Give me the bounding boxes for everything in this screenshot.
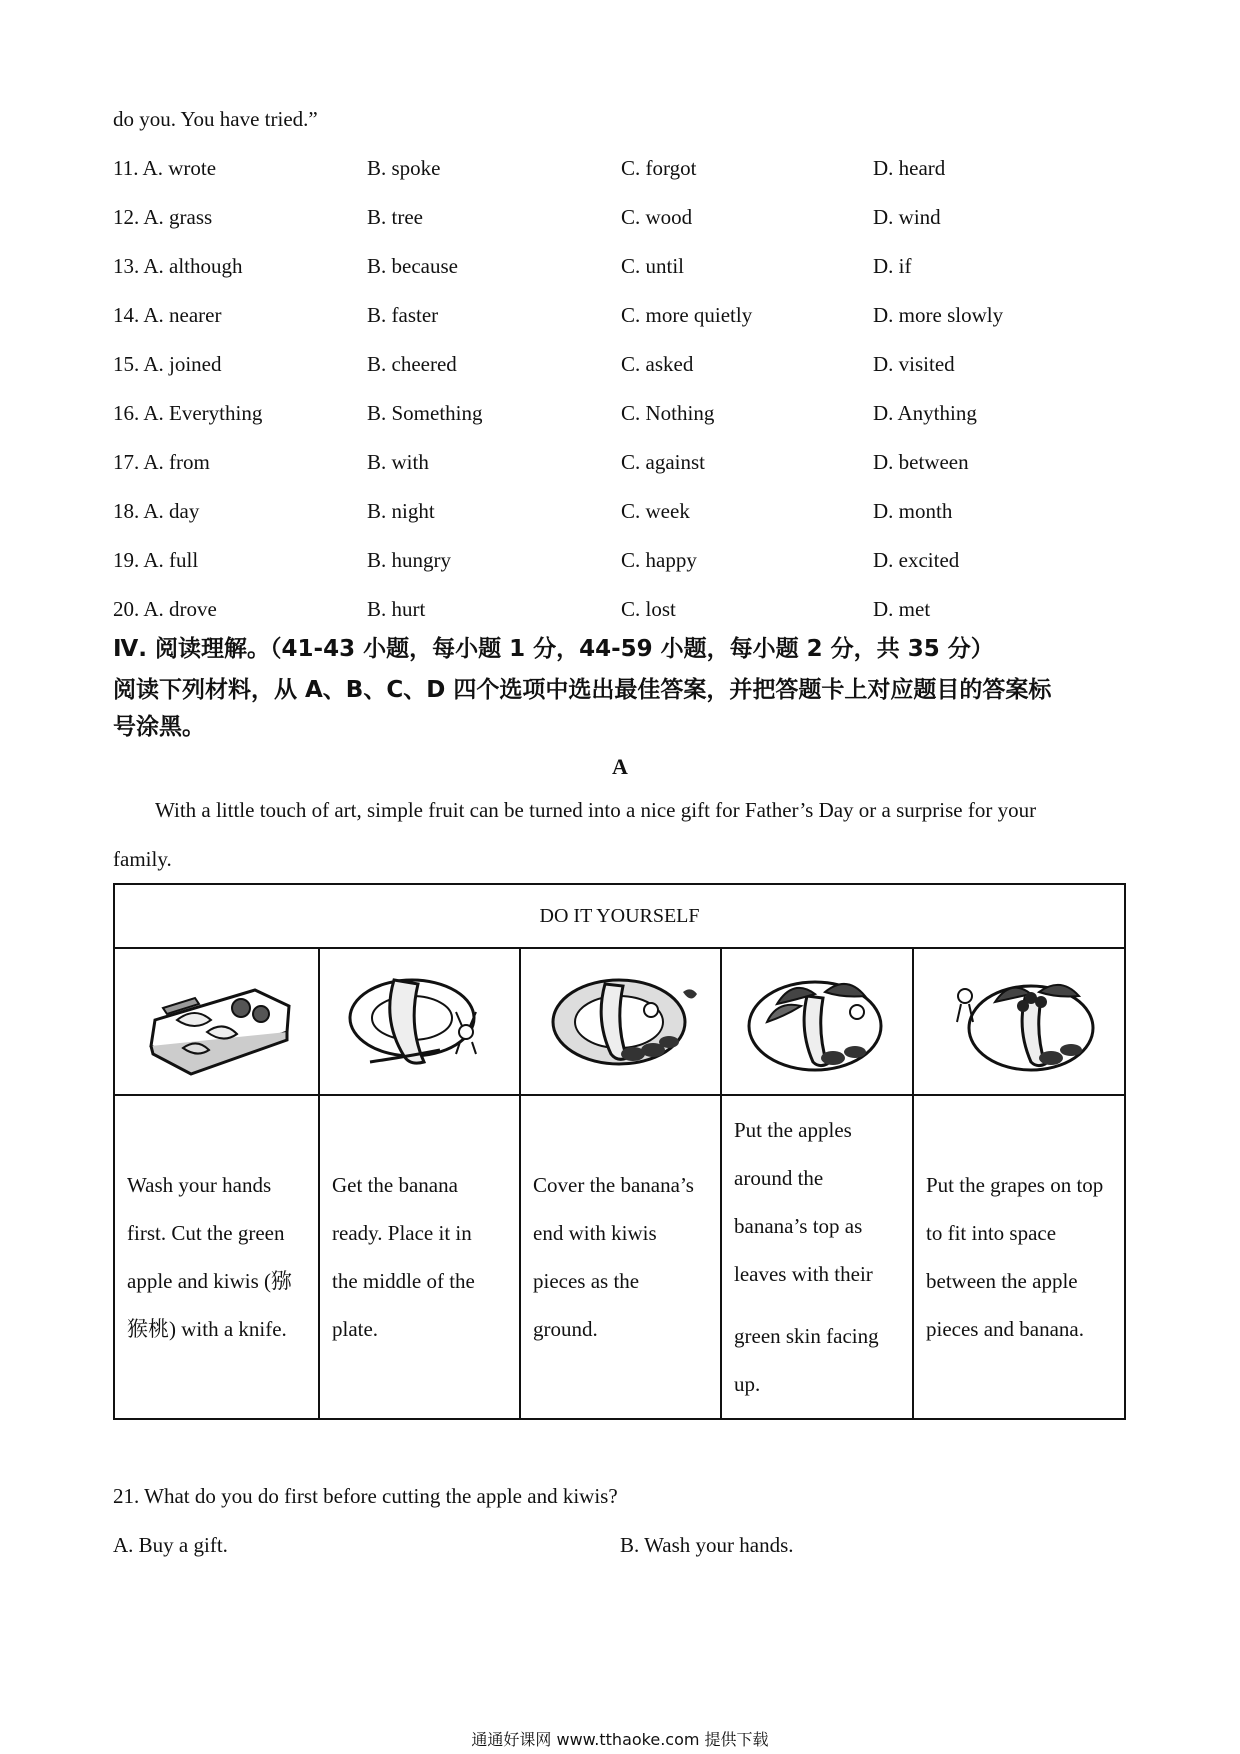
- option-a: 11. A. wrote: [113, 156, 217, 180]
- apple-leaves-icon: [737, 962, 897, 1082]
- option-a: 20. A. drove: [113, 597, 217, 621]
- option-d: D. visited: [873, 352, 955, 376]
- option-c: C. week: [621, 499, 690, 523]
- step-2-image: [319, 948, 520, 1095]
- option-c: C. Nothing: [621, 401, 715, 425]
- question-20-options: [113, 595, 1013, 623]
- option-d: D. heard: [873, 156, 946, 180]
- passage-line-2: family.: [113, 847, 172, 871]
- option-b: B. faster: [367, 303, 439, 327]
- question-11-options: [113, 154, 1013, 182]
- banana-plate-icon: [340, 962, 500, 1082]
- option-b: B. spoke: [367, 156, 441, 180]
- intro-tail-text: do you. You have tried.”: [113, 107, 318, 131]
- option-a: 15. A. joined: [113, 352, 222, 376]
- step-3-image: [520, 948, 721, 1095]
- option-d: D. if: [873, 254, 912, 278]
- option-a: 13. A. although: [113, 254, 243, 278]
- step-5-text: Put the grapes on top to fit into space between the apple pieces and banana.: [913, 1095, 1125, 1419]
- option-c: C. more quietly: [621, 303, 753, 327]
- footer-watermark: 通通好课网 www.tthaoke.com 提供下载: [471, 1730, 769, 1749]
- question-15-options: [113, 350, 1013, 378]
- option-a: 17. A. from: [113, 450, 210, 474]
- option-c: C. wood: [621, 205, 693, 229]
- option-b: B. cheered: [367, 352, 457, 376]
- question-13-options: [113, 252, 1013, 280]
- table-header: DO IT YOURSELF: [114, 884, 1125, 948]
- step-4-image: [721, 948, 913, 1095]
- option-b: B. night: [367, 499, 435, 523]
- option-d: D. excited: [873, 548, 960, 572]
- question-16-options: [113, 399, 1013, 427]
- option-c: C. asked: [621, 352, 694, 376]
- option-c: C. happy: [621, 548, 697, 572]
- step-3-text: Cover the banana’s end with kiwis pieces as the ground.: [520, 1095, 721, 1419]
- option-b: B. tree: [367, 205, 423, 229]
- question-21-option-a: A. Buy a gift.: [113, 1533, 228, 1557]
- cutting-board-icon: [137, 962, 297, 1082]
- step-4-text: Put the apples around the banana’s top as leaves with their green skin facing up.: [721, 1095, 913, 1419]
- option-d: D. between: [873, 450, 969, 474]
- step-1-image: [114, 948, 319, 1095]
- passage-line-1: With a little touch of art, simple fruit can be turned into a nice gift for Father’s Day or a surprise for your: [155, 798, 1037, 822]
- instruction-line-1: 阅读下列材料，从 A、B、C、D 四个选项中选出最佳答案，并把答题卡上对应题目的答案标: [113, 677, 1052, 703]
- option-b: B. hungry: [367, 548, 451, 572]
- question-12-options: [113, 203, 1013, 231]
- option-b: B. because: [367, 254, 458, 278]
- question-19-options: [113, 546, 1013, 574]
- option-b: B. hurt: [367, 597, 426, 621]
- question-21-stem: 21. What do you do first before cutting the apple and kiwis?: [113, 1484, 618, 1508]
- option-c: C. until: [621, 254, 685, 278]
- kiwi-ground-icon: [541, 962, 701, 1082]
- grapes-tree-icon: [939, 962, 1099, 1082]
- question-17-options: [113, 448, 1013, 476]
- option-a: 14. A. nearer: [113, 303, 222, 327]
- option-d: D. more slowly: [873, 303, 1004, 327]
- question-21-option-b: B. Wash your hands.: [620, 1533, 794, 1557]
- option-b: B. with: [367, 450, 429, 474]
- option-a: 12. A. grass: [113, 205, 213, 229]
- step-1-text: Wash your hands first. Cut the green apple and kiwis (猕 猴桃) with a knife.: [114, 1095, 319, 1419]
- question-14-options: [113, 301, 1013, 329]
- diy-table: [113, 883, 1126, 1420]
- section-heading: Ⅳ. 阅读理解。（41-43 小题，每小题 1 分，44-59 小题，每小题 2 分，共 35 分）: [113, 636, 994, 662]
- passage-label: A: [612, 754, 628, 779]
- step-2-text: Get the banana ready. Place it in the middle of the plate.: [319, 1095, 520, 1419]
- option-c: C. forgot: [621, 156, 697, 180]
- option-d: D. met: [873, 597, 931, 621]
- instruction-line-2: 号涂黑。: [113, 714, 205, 740]
- option-a: 18. A. day: [113, 499, 200, 523]
- option-d: D. wind: [873, 205, 941, 229]
- question-18-options: [113, 497, 1013, 525]
- option-a: 16. A. Everything: [113, 401, 263, 425]
- option-c: C. lost: [621, 597, 676, 621]
- option-a: 19. A. full: [113, 548, 199, 572]
- option-c: C. against: [621, 450, 705, 474]
- step-5-image: [913, 948, 1125, 1095]
- option-d: D. month: [873, 499, 953, 523]
- option-d: D. Anything: [873, 401, 977, 425]
- option-b: B. Something: [367, 401, 483, 425]
